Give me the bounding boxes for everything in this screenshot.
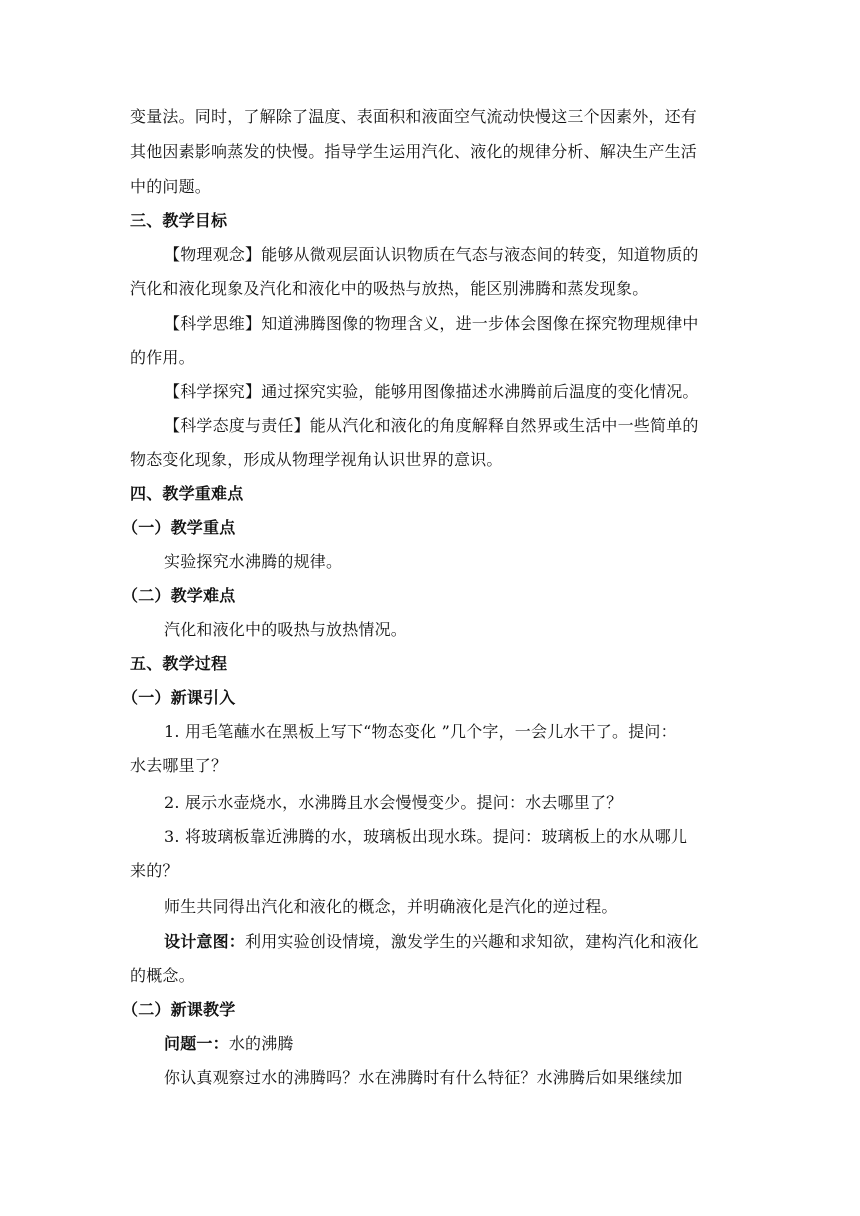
goal-physics-concept: 【物理观念】能够从微观层面认识物质在气态与液态间的转变，知道物质的 xyxy=(164,245,699,264)
design-intent xyxy=(164,931,699,953)
paragraph-line: 的概念。 xyxy=(130,966,195,985)
paragraph-line: 物态变化现象，形成从物理学视角认识世界的意识。 xyxy=(130,450,503,469)
section-heading-process: 五、教学过程 xyxy=(130,654,228,673)
subheading-key-point: （一）教学重点 xyxy=(122,518,236,537)
paragraph-line: 水去哪里了？ xyxy=(130,756,228,775)
question-label: 问题一： xyxy=(164,1034,229,1053)
paragraph-line: 来的？ xyxy=(130,861,179,880)
section-heading-goals: 三、教学目标 xyxy=(130,211,228,230)
paragraph-line: 其他因素影响蒸发的快慢。指导学生运用汽化、液化的规律分析、解决生产生活 xyxy=(130,142,698,161)
paragraph-line: 的作用。 xyxy=(130,348,195,367)
key-point-text: 实验探究水沸腾的规律。 xyxy=(164,552,343,571)
paragraph-line: 汽化和液化现象及汽化和液化中的吸热与放热，能区别沸腾和蒸发现象。 xyxy=(130,279,649,298)
difficult-point-text: 汽化和液化中的吸热与放热情况。 xyxy=(164,620,408,639)
goal-attitude-responsibility: 【科学态度与责任】能从汽化和液化的角度解释自然界或生活中一些简单的 xyxy=(164,416,699,435)
design-intent-text: 利用实验创设情境，激发学生的兴趣和求知欲，建构汽化和液化 xyxy=(245,932,699,951)
subheading-introduction: （一）新课引入 xyxy=(122,688,236,707)
question-one-heading xyxy=(164,1033,294,1055)
subheading-new-lesson: （二）新课教学 xyxy=(122,1000,236,1019)
question-title: 水的沸腾 xyxy=(228,1034,294,1053)
intro-item-2: 2. 展示水壶烧水，水沸腾且水会慢慢变少。提问：水去哪里了？ xyxy=(164,793,623,812)
goal-scientific-inquiry: 【科学探究】通过探究实验，能够用图像描述水沸腾前后温度的变化情况。 xyxy=(164,382,699,401)
summary-text: 师生共同得出汽化和液化的概念，并明确液化是汽化的逆过程。 xyxy=(164,897,618,916)
question-one-text: 你认真观察过水的沸腾吗？水在沸腾时有什么特征？水沸腾后如果继续加 xyxy=(164,1068,683,1087)
intro-item-3: 3. 将玻璃板靠近沸腾的水，玻璃板出现水珠。提问：玻璃板上的水从哪儿 xyxy=(164,827,688,846)
paragraph-line: 中的问题。 xyxy=(130,177,212,196)
intro-item-1: 1. 用毛笔蘸水在黑板上写下“物态变化 ”几个字，一会儿水干了。提问： xyxy=(164,722,677,741)
section-heading-key-points: 四、教学重难点 xyxy=(130,484,244,503)
paragraph-line: 变量法。同时，了解除了温度、表面积和液面空气流动快慢这三个因素外，还有 xyxy=(130,107,698,126)
subheading-difficult-point: （二）教学难点 xyxy=(122,586,236,605)
design-intent-label: 设计意图： xyxy=(164,932,246,951)
goal-scientific-thinking: 【科学思维】知道沸腾图像的物理含义，进一步体会图像在探究物理规律中 xyxy=(164,314,699,333)
